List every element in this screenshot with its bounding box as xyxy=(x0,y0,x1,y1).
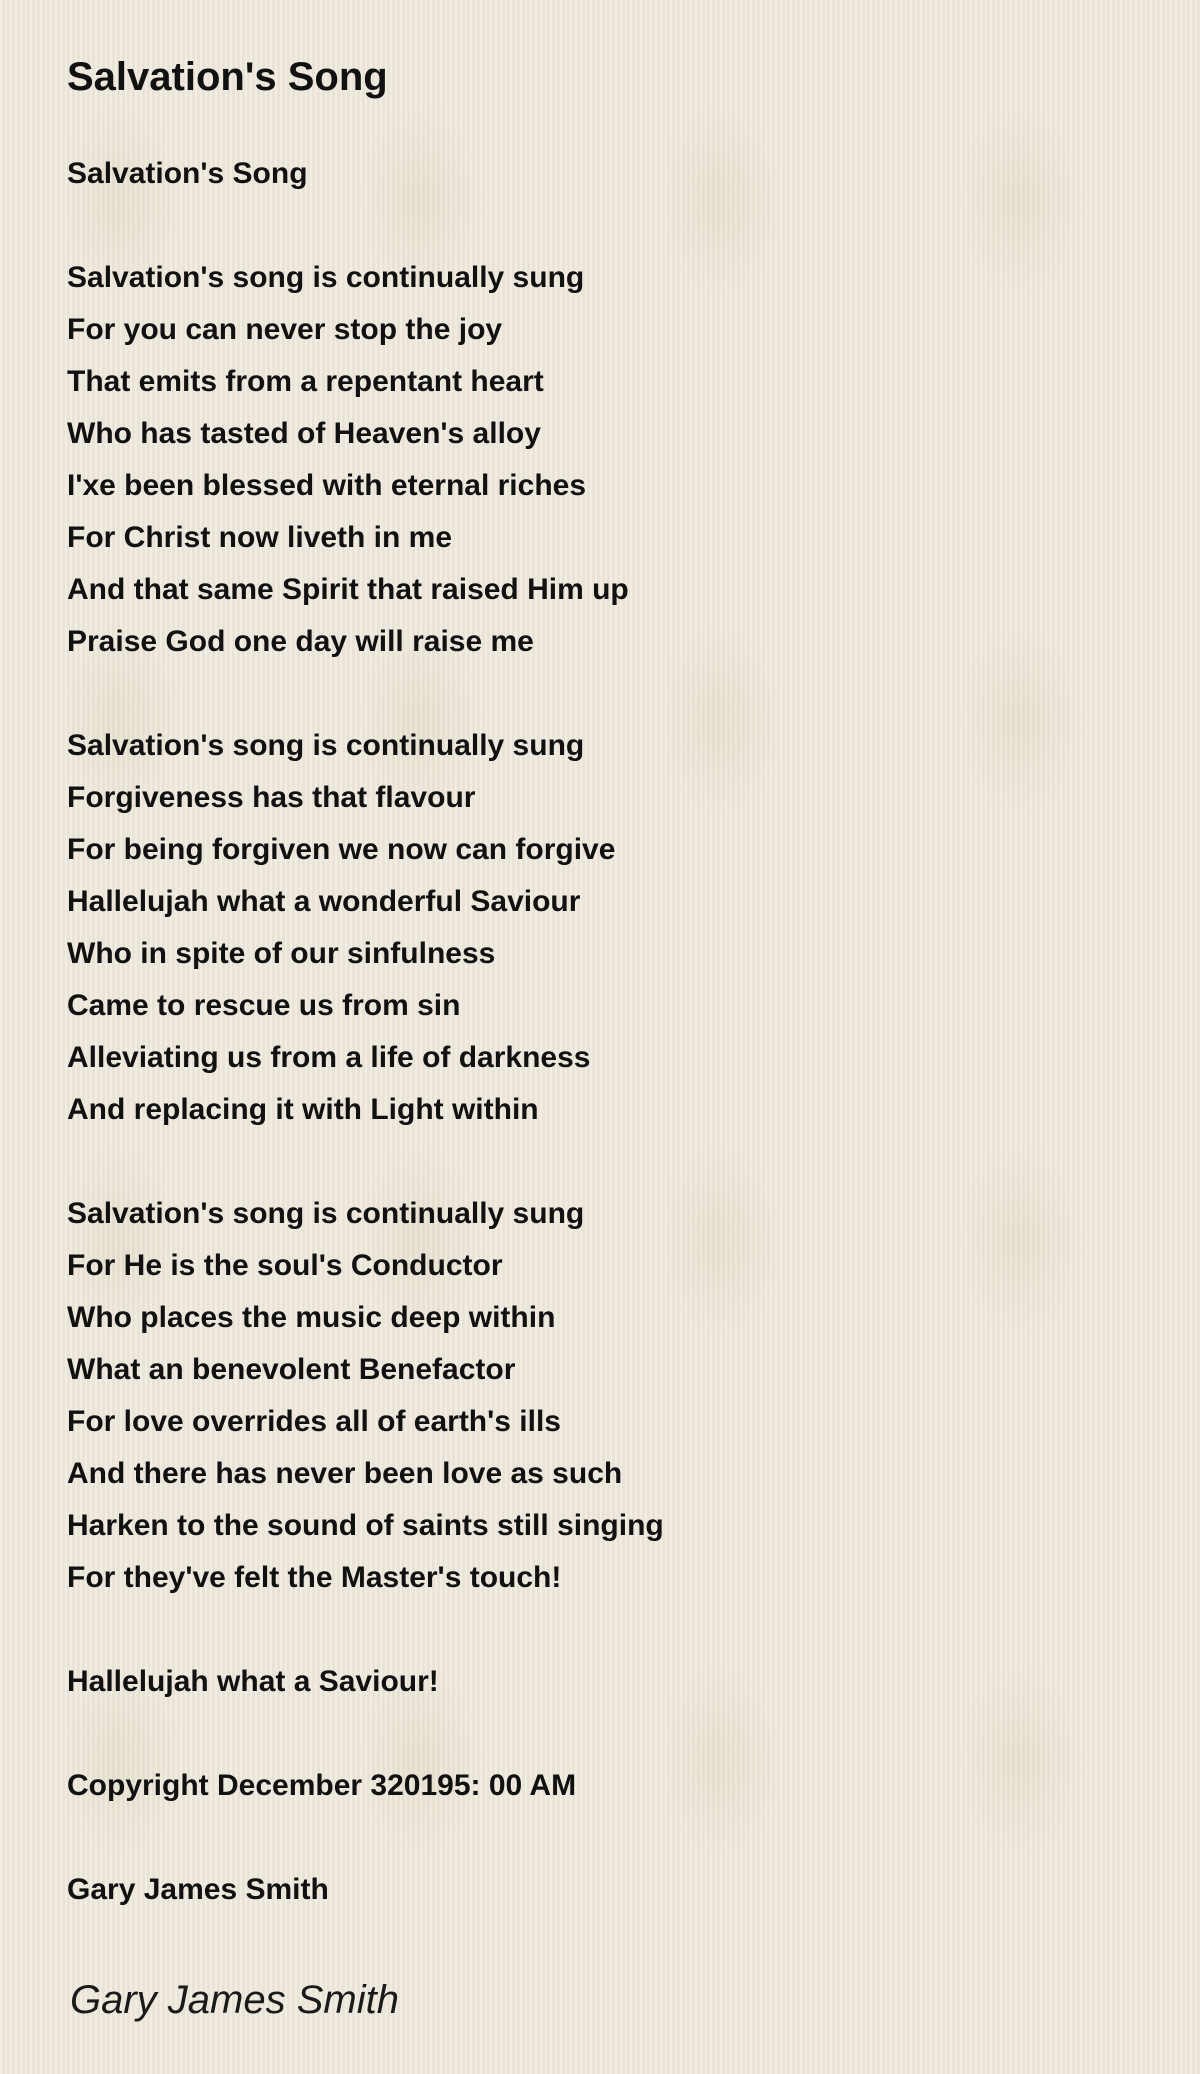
author-line: Gary James Smith xyxy=(67,1873,329,1906)
poem-line: For He is the soul's Conductor xyxy=(67,1249,503,1282)
poem-line: Praise God one day will raise me xyxy=(67,625,534,658)
stanza-gap xyxy=(67,668,1147,720)
poem-line: I'xe been blessed with eternal riches xyxy=(67,469,587,502)
poem-line: Harken to the sound of saints still singing xyxy=(67,1509,664,1542)
poem-line: Alleviating us from a life of darkness xyxy=(67,1041,591,1074)
poem-line: And that same Spirit that raised Him up xyxy=(67,573,629,606)
poem-line: Who places the music deep within xyxy=(67,1301,556,1334)
poem-line: Hallelujah what a wonderful Saviour xyxy=(67,885,581,918)
poem-line: That emits from a repentant heart xyxy=(67,365,544,398)
author-signature: Gary James Smith xyxy=(70,1978,399,2022)
poem-line: Salvation's song is continually sung xyxy=(67,729,585,762)
poem-line: Forgiveness has that flavour xyxy=(67,781,476,814)
poem-heading: Salvation's Song xyxy=(67,157,308,190)
poem-line: Who has tasted of Heaven's alloy xyxy=(67,417,541,450)
poem-line: What an benevolent Benefactor xyxy=(67,1353,516,1386)
poem-line: Salvation's song is continually sung xyxy=(67,1197,585,1230)
stanza-gap xyxy=(67,1812,1147,1864)
poem-line: For being forgiven we now can forgive xyxy=(67,833,616,866)
poem-line: For they've felt the Master's touch! xyxy=(67,1561,562,1594)
poem-line: And replacing it with Light within xyxy=(67,1093,539,1126)
poem-line: And there has never been love as such xyxy=(67,1457,623,1490)
stanza-gap xyxy=(67,200,1147,252)
poem-line: For Christ now liveth in me xyxy=(67,521,453,554)
poem-page xyxy=(67,50,1147,1916)
copyright-line: Copyright December 320195: 00 AM xyxy=(67,1769,577,1802)
poem-line: For love overrides all of earth's ills xyxy=(67,1405,561,1438)
poem-body xyxy=(67,148,1147,1916)
poem-line: Came to rescue us from sin xyxy=(67,989,461,1022)
poem-line: Salvation's song is continually sung xyxy=(67,261,585,294)
poem-line: For you can never stop the joy xyxy=(67,313,503,346)
poem-line: Who in spite of our sinfulness xyxy=(67,937,496,970)
poem-closing-line: Hallelujah what a Saviour! xyxy=(67,1665,439,1698)
stanza-gap xyxy=(67,1604,1147,1656)
stanza-gap xyxy=(67,1708,1147,1760)
stanza-gap xyxy=(67,1136,1147,1188)
stanza-1 xyxy=(67,252,1147,668)
stanza-3 xyxy=(67,1188,1147,1604)
page-title: Salvation's Song xyxy=(67,55,388,99)
stanza-2 xyxy=(67,720,1147,1136)
